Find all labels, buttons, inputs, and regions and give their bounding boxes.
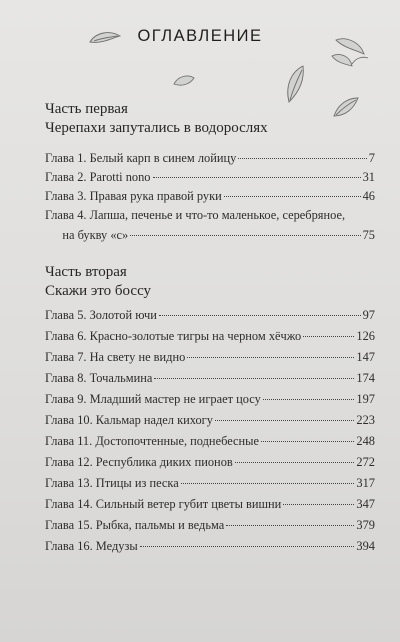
chapter-title-continued: на букву «с» — [62, 228, 129, 242]
page-title: ОГЛАВЛЕНИЕ — [137, 27, 263, 45]
chapter-title: Глава 6. Красно-золотые тигры на черном хёчжо — [45, 329, 302, 343]
leader-dots — [235, 462, 355, 463]
leader-dots — [130, 235, 360, 236]
page-number: 46 — [362, 189, 375, 203]
toc-entry[interactable] — [45, 307, 375, 323]
leader-dots — [238, 158, 366, 159]
petal-icon — [283, 64, 309, 106]
chapter-title: Глава 5. Золотой ючи — [45, 308, 157, 322]
chapter-title: Глава 9. Младший мастер не играет цосу — [45, 392, 261, 406]
leader-dots — [140, 546, 355, 547]
part-heading — [45, 100, 268, 138]
toc-entry[interactable] — [45, 391, 375, 407]
toc-entry[interactable] — [45, 412, 375, 428]
part-name: Черепахи запутались в водорослях — [45, 120, 268, 136]
leader-dots — [283, 504, 354, 505]
chapter-title: Глава 4. Лапша, печенье и что-то маленькое, серебряное, — [45, 208, 346, 222]
chapter-title: Глава 10. Кальмар надел кихогу — [45, 413, 213, 427]
chapter-title: Глава 8. Точальмина — [45, 371, 153, 385]
chapter-title: Глава 12. Республика диких пионов — [45, 455, 233, 469]
part-label: Часть вторая — [45, 264, 127, 280]
page-number: 272 — [356, 455, 375, 469]
chapter-title: Глава 11. Достопочтенные, поднебесные — [45, 434, 259, 448]
leader-dots — [154, 378, 354, 379]
chapter-title: Глава 14. Сильный ветер губит цветы вишни — [45, 497, 282, 511]
page-number: 75 — [362, 228, 375, 242]
toc-entry[interactable] — [45, 454, 375, 470]
toc-entry[interactable] — [45, 349, 375, 365]
toc-entry[interactable] — [45, 150, 375, 166]
toc-entry[interactable] — [45, 475, 375, 491]
chapter-title: Глава 16. Медузы — [45, 539, 138, 553]
page-number: 126 — [356, 329, 375, 343]
part-heading — [45, 263, 151, 301]
leader-dots — [187, 357, 354, 358]
toc-entry[interactable] — [45, 517, 375, 533]
chapter-title: Глава 15. Рыбка, пальмы и ведьма — [45, 518, 225, 532]
page-number: 197 — [356, 392, 375, 406]
page-number: 174 — [356, 371, 375, 385]
page-number: 379 — [356, 518, 375, 532]
toc-entry[interactable] — [45, 188, 375, 204]
leader-dots — [224, 196, 361, 197]
page-number: 97 — [362, 308, 375, 322]
part-label: Часть первая — [45, 101, 128, 117]
leader-dots — [263, 399, 355, 400]
toc-entry[interactable] — [45, 370, 375, 386]
toc-entry[interactable] — [45, 169, 375, 185]
toc-entry[interactable] — [45, 227, 375, 243]
toc-entry[interactable] — [45, 433, 375, 449]
chapter-title: Глава 3. Правая рука правой руки — [45, 189, 222, 203]
page-number: 347 — [356, 497, 375, 511]
toc-entry[interactable] — [45, 328, 375, 344]
chapter-title: Глава 13. Птицы из песка — [45, 476, 179, 490]
chapter-title: Глава 2. Parotti nono — [45, 170, 151, 184]
petal-icon — [172, 74, 196, 88]
page-number: 147 — [356, 350, 375, 364]
toc-entry[interactable] — [45, 207, 375, 223]
page-number: 31 — [362, 170, 375, 184]
page-number: 394 — [356, 539, 375, 553]
leader-dots — [215, 420, 354, 421]
page-number: 7 — [368, 151, 375, 165]
page-number: 317 — [356, 476, 375, 490]
leader-dots — [153, 177, 361, 178]
toc-entry[interactable] — [45, 496, 375, 512]
leader-dots — [159, 315, 361, 316]
part-name: Скажи это боссу — [45, 283, 152, 299]
page-number: 223 — [356, 413, 375, 427]
leader-dots — [261, 441, 354, 442]
toc-entry[interactable] — [45, 538, 375, 554]
page-number: 248 — [356, 434, 375, 448]
chapter-title: Глава 1. Белый карп в синем лойицу — [45, 151, 237, 165]
chapter-title: Глава 7. На свету не видно — [45, 350, 186, 364]
leader-dots — [181, 483, 355, 484]
leader-dots — [303, 336, 354, 337]
leader-dots — [226, 525, 354, 526]
petal-icon — [330, 96, 360, 122]
